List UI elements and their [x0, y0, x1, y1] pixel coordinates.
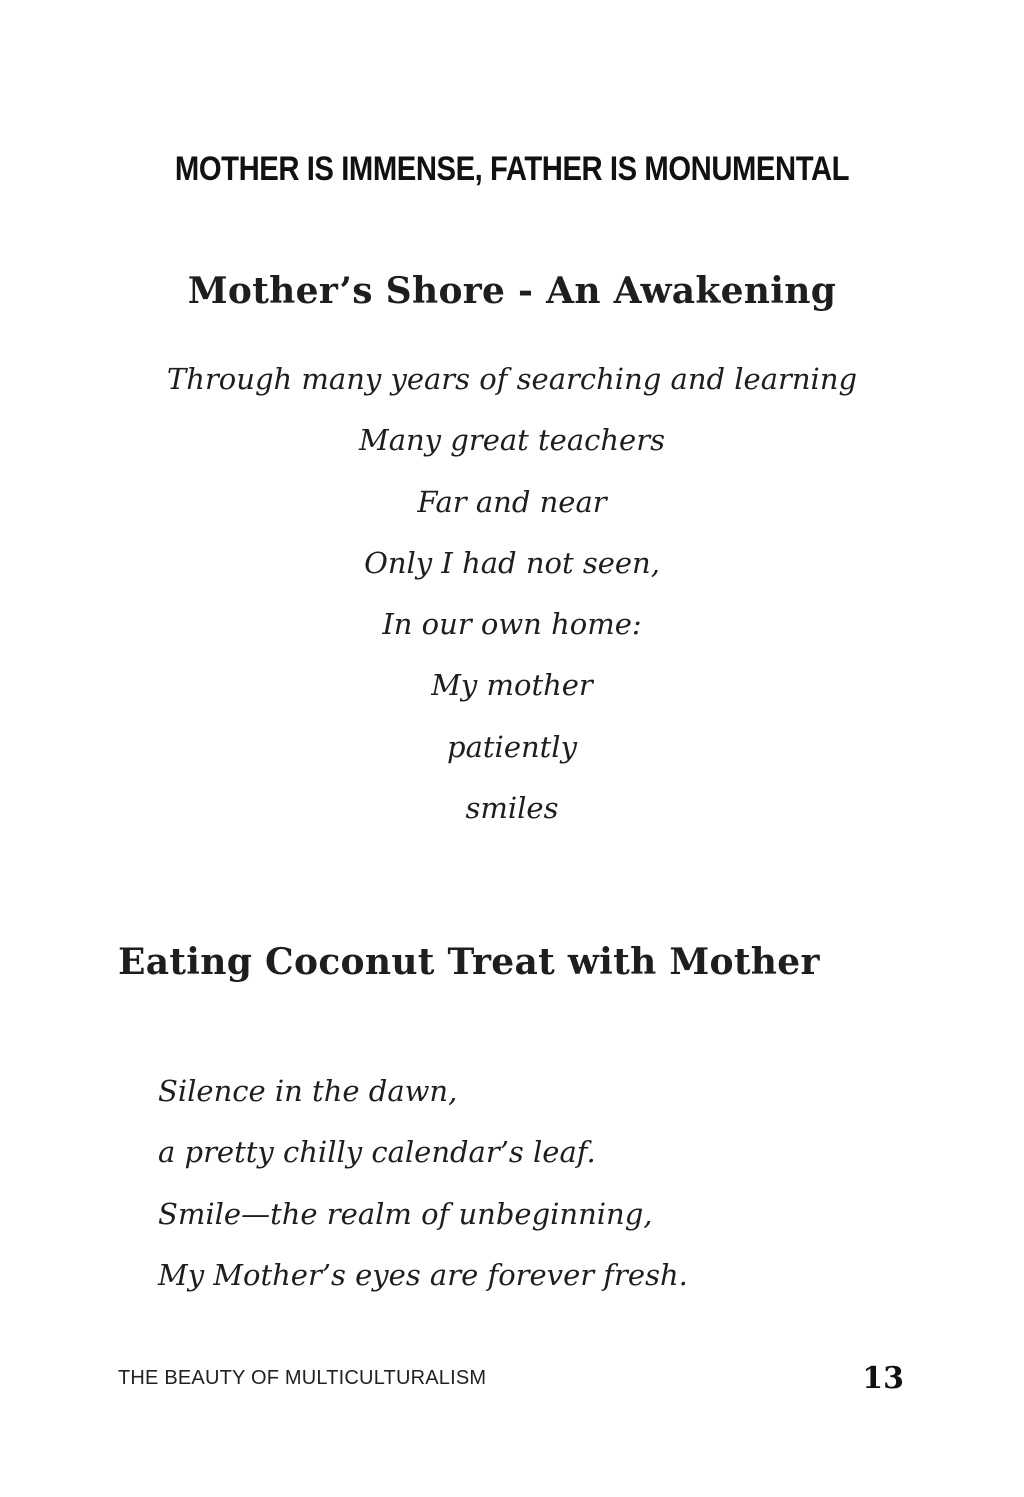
poem-line: a pretty chilly calendar’s leaf. [158, 1135, 596, 1170]
poem-line: My mother [431, 668, 593, 703]
poem-title: Eating Coconut Treat with Mother [118, 941, 820, 983]
poem-line: Smile—the realm of unbeginning, [158, 1196, 653, 1231]
poem-line: Silence in the dawn, [158, 1074, 458, 1108]
poem-line: Through many years of searching and learning [166, 362, 858, 396]
poem-line: patiently [447, 729, 577, 764]
page-number: 13 [862, 1361, 904, 1396]
poem-line: Only I had not seen, [364, 545, 660, 580]
section-title: MOTHER IS IMMENSE, FATHER IS MONUMENTAL [174, 150, 850, 188]
poem-line: In our own home: [382, 607, 642, 642]
poem-line: Many great teachers [359, 423, 665, 458]
poem-line: Far and near [417, 484, 607, 519]
poem-line: My Mother’s eyes are forever fresh. [158, 1257, 688, 1292]
poem-title: Mother’s Shore - An Awakening [187, 270, 837, 312]
poem-body [0, 356, 1024, 846]
poem-line: smiles [465, 791, 559, 826]
running-footer-book-title: THE BEAUTY OF MULTICULTURALISM [118, 1367, 487, 1389]
poem-body [158, 1068, 688, 1313]
